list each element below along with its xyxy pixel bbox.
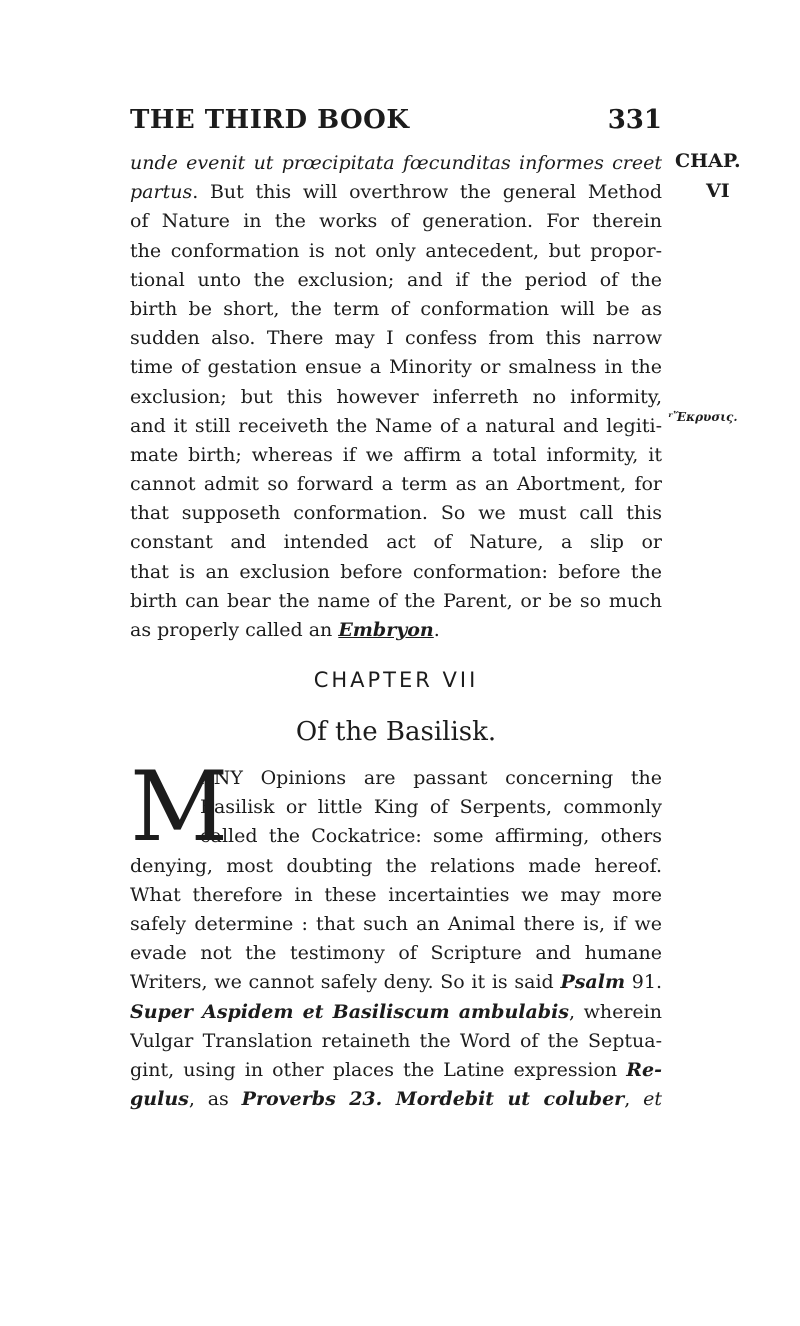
chapter-paragraph xyxy=(130,751,662,1114)
margin-note-chap: CHAP. xyxy=(675,150,741,172)
text-line xyxy=(130,998,662,1027)
text-run: What therefore in these incertainties we may more xyxy=(130,883,662,906)
text-run: 91. xyxy=(625,971,662,994)
text-line xyxy=(130,881,662,910)
text-line xyxy=(130,383,662,412)
text-run: Writers, we cannot safely deny. So it is said xyxy=(130,971,561,994)
text-line xyxy=(130,939,662,968)
text-line xyxy=(130,470,662,499)
text-line xyxy=(130,149,662,178)
text-run: as properly called an xyxy=(130,619,339,641)
text-line xyxy=(130,295,662,324)
text-line xyxy=(130,441,662,470)
text-run: Vulgar Translation retaineth the Word of the Septua- xyxy=(130,1029,662,1052)
text-line xyxy=(130,353,662,382)
text-run: exclusion; but this however inferreth no informity, xyxy=(130,385,662,408)
text-run: mate birth; whereas if we affirm a total informity, it xyxy=(130,443,662,466)
text-run: unde evenit ut prœcipitata fœcunditas informes creet xyxy=(130,152,662,174)
text-run: safely determine : that such an Animal there is, if we xyxy=(130,912,662,935)
running-head-title: THE THIRD BOOK xyxy=(130,105,410,135)
text-line xyxy=(130,910,662,939)
text-run: et xyxy=(643,1088,662,1111)
text-run: of Nature in the works of generation. For therein xyxy=(130,210,662,233)
text-run: , as xyxy=(188,1088,242,1111)
text-run: cannot admit so forward a term as an Abortment, for xyxy=(130,473,662,496)
text-line xyxy=(130,587,662,616)
text-run: , wherein xyxy=(568,1000,662,1023)
text-run: gulus xyxy=(130,1088,189,1111)
text-run: the conformation is not only antecedent, but propor- xyxy=(130,239,662,262)
page-number: 331 xyxy=(607,105,662,135)
text-line xyxy=(130,1027,662,1056)
text-line xyxy=(130,266,662,295)
text-run: tional unto the exclusion; and if the period of the xyxy=(130,268,662,291)
text-run: Re- xyxy=(626,1058,662,1081)
text-line xyxy=(130,616,662,645)
text-line xyxy=(130,558,662,587)
text-run: Psalm xyxy=(560,971,626,994)
text-run: time of gestation ensue a Minority or smalness in the xyxy=(130,356,662,379)
text-run: evade not the testimony of Scripture and humane xyxy=(130,942,662,965)
text-line xyxy=(130,207,662,236)
text-run: birth be short, the term of conformation will be as xyxy=(130,297,662,320)
text-run: . But this will overthrow the general Method xyxy=(192,181,662,204)
chapter-heading: CHAPTER VII xyxy=(313,668,479,692)
text-line xyxy=(130,1085,662,1114)
text-run: Super Aspidem et Basiliscum ambulabis xyxy=(130,1000,569,1023)
text-line xyxy=(130,793,662,822)
drop-cap: M xyxy=(130,751,229,863)
text-run: that supposeth conformation. So we must call this xyxy=(130,502,662,525)
text-run: and it still receiveth the Name of a natural and legiti- xyxy=(130,414,662,437)
text-run: that is an exclusion before conformation: before the xyxy=(130,560,662,583)
text-run: Proverbs 23. Mordebit ut coluber xyxy=(241,1088,625,1111)
chapter-title: Of the Basilisk. xyxy=(295,717,497,747)
text-line xyxy=(130,237,662,266)
text-run: Embryon xyxy=(338,619,434,641)
text-run: , xyxy=(624,1088,644,1111)
text-line xyxy=(130,822,662,851)
text-run: gint, using in other places the Latine expression xyxy=(130,1058,627,1081)
text-line xyxy=(130,528,662,557)
running-head xyxy=(130,105,662,145)
margin-note-chapter-number: VI xyxy=(706,180,730,202)
text-line xyxy=(130,412,662,441)
paragraph-continued xyxy=(130,149,662,645)
margin-note-greek: ʳἜκρυσις. xyxy=(668,410,738,424)
text-line xyxy=(130,852,662,881)
text-line xyxy=(130,499,662,528)
text-run: constant and intended act of Nature, a slip or xyxy=(130,531,662,554)
text-run: Basilisk or little King of Serpents, commonly xyxy=(200,796,662,819)
text-run: . xyxy=(433,619,440,641)
text-run: birth can bear the name of the Parent, or be so much xyxy=(130,589,662,612)
text-run: ANY Opinions are passant concerning the xyxy=(200,767,662,789)
text-run: denying, most doubting the relations made hereof. xyxy=(130,854,662,877)
text-line xyxy=(130,178,662,207)
text-line xyxy=(130,1056,662,1085)
text-run: called the Cockatrice: some affirming, others xyxy=(200,825,662,848)
text-run: sudden also. There may I confess from this narrow xyxy=(130,327,662,350)
text-line xyxy=(130,764,662,793)
text-line xyxy=(130,324,662,353)
text-run: partus xyxy=(130,181,193,204)
text-line xyxy=(130,968,662,997)
